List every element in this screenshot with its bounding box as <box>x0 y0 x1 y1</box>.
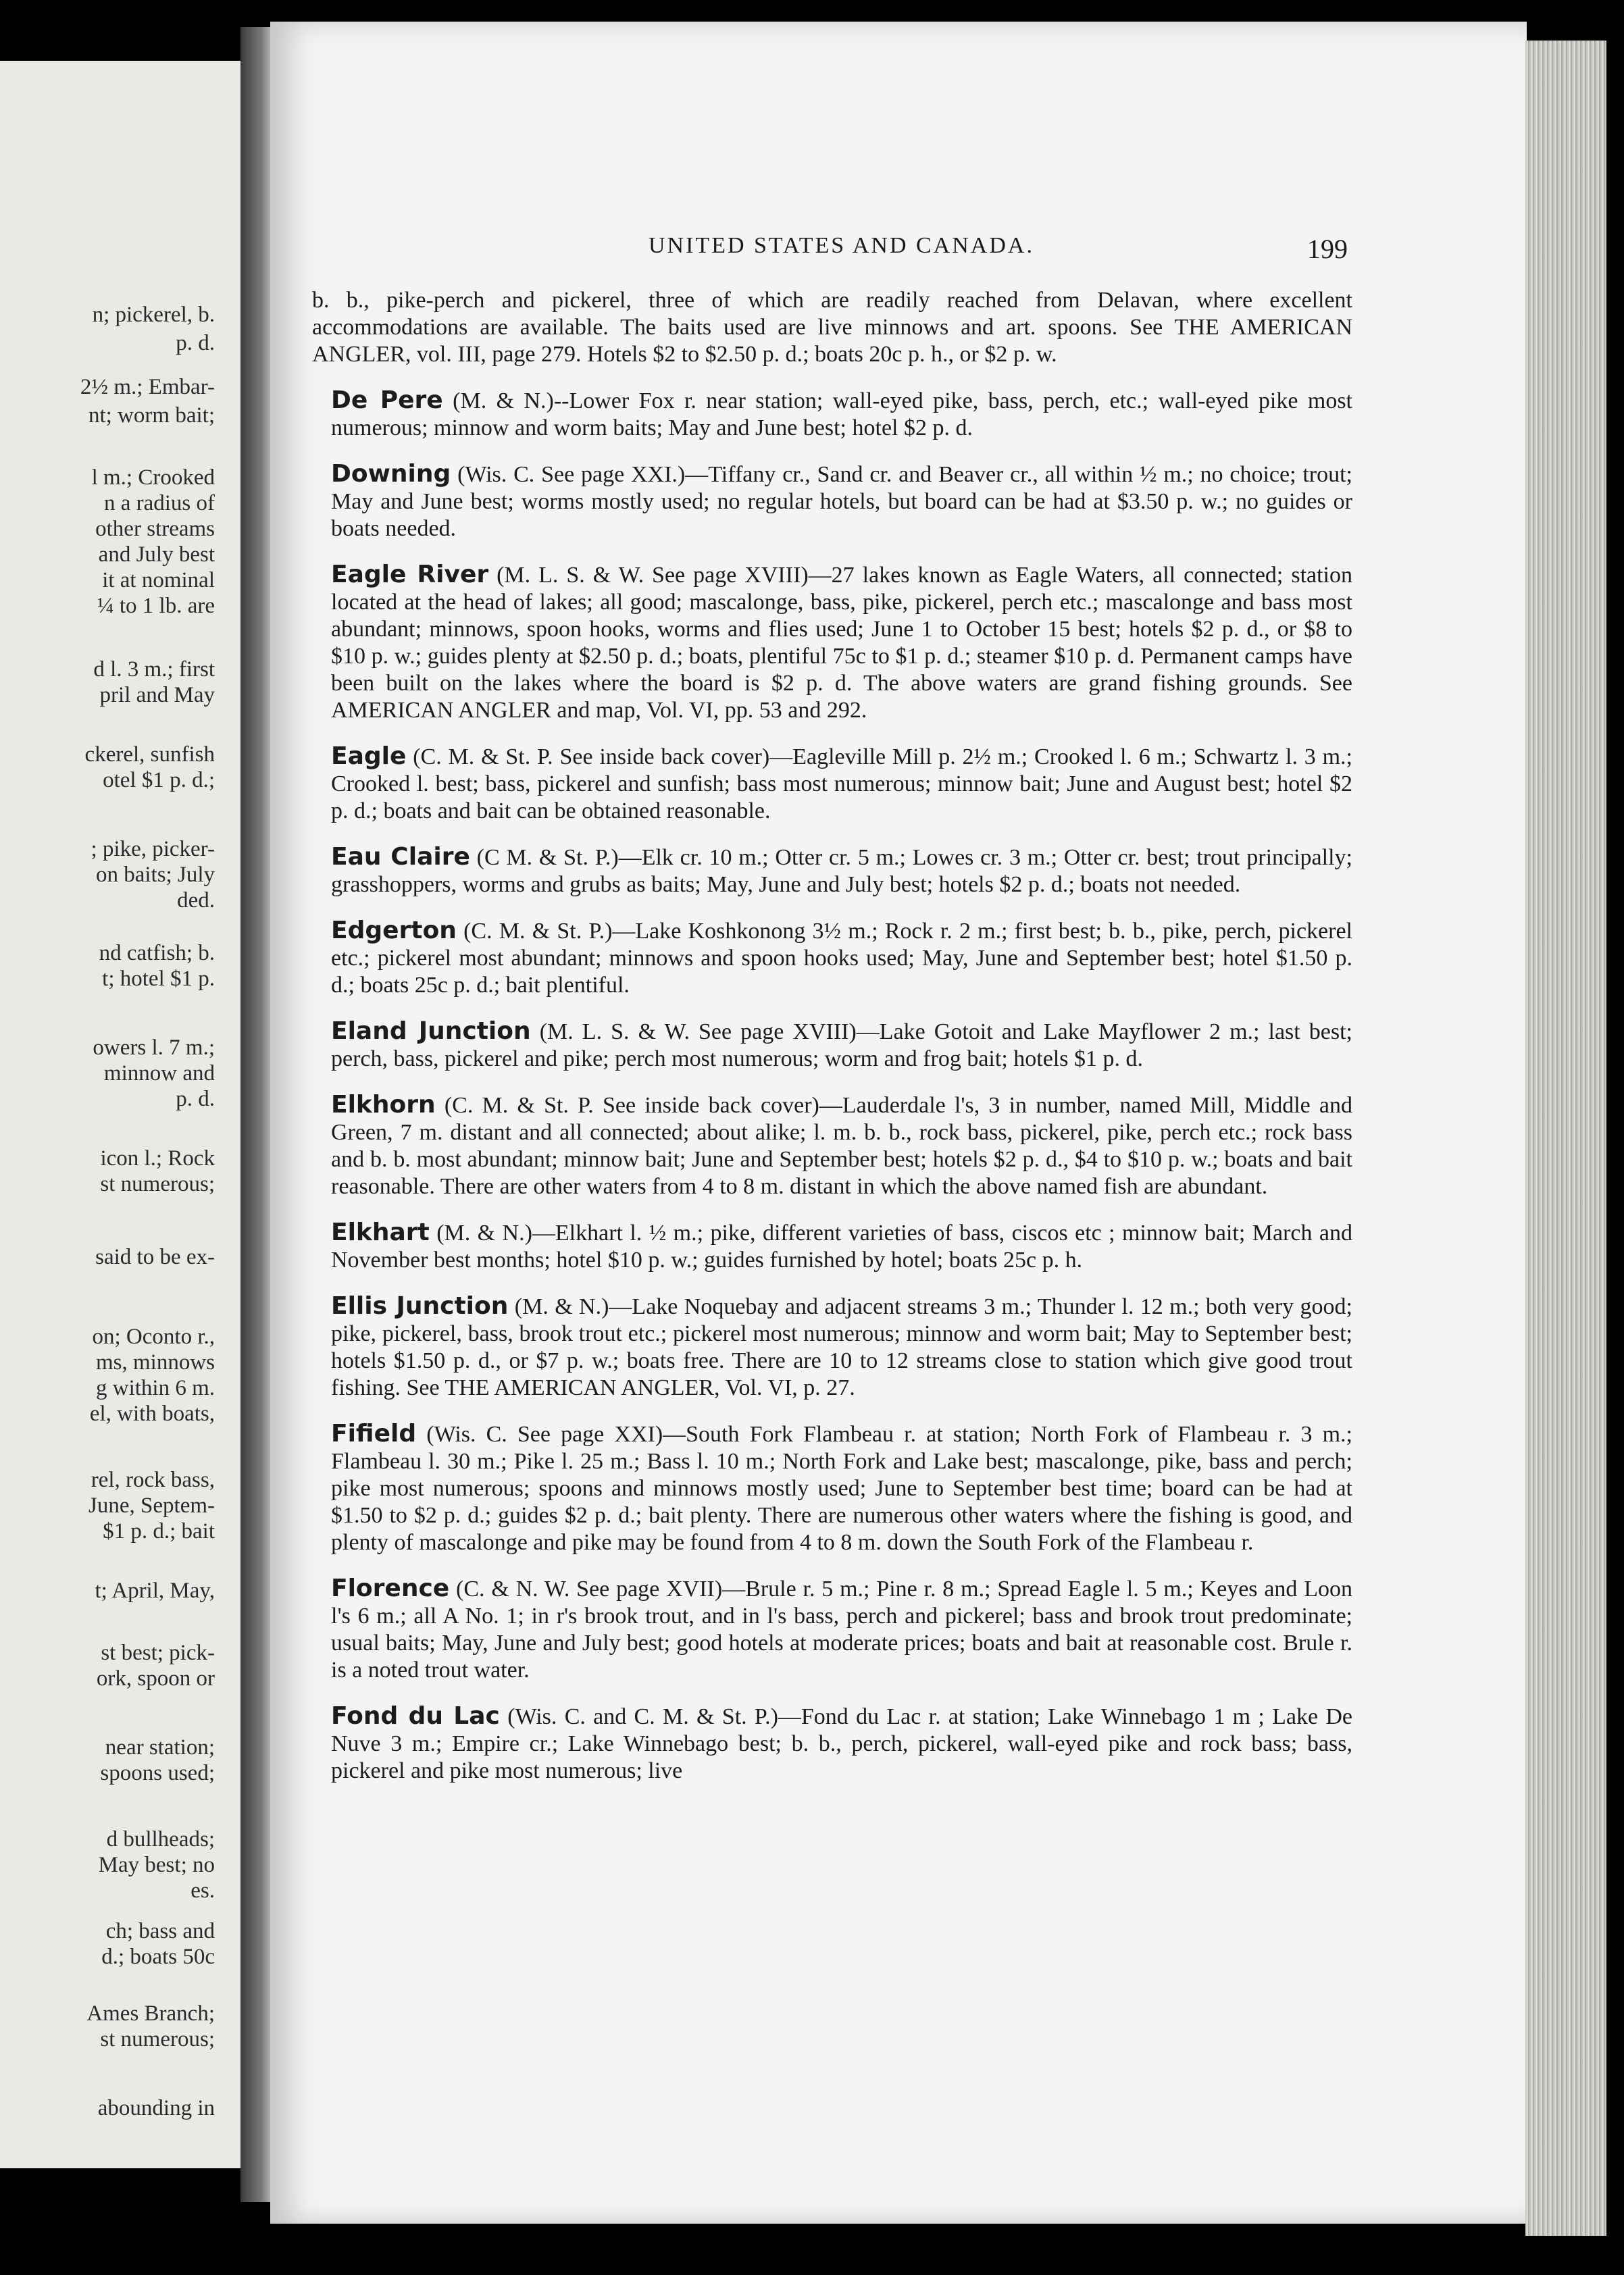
left-line: nd catfish; b. <box>99 941 215 965</box>
entry-text: (Wis. C. See page XXI.)—Tiffany cr., Sand cr. and Beaver cr., all within ½ m.; no choice; trout; May and June best; worms mostly used; no regular hotels, but board can be had at $3.50 p. w.; no guides or boats needed. <box>331 462 1352 541</box>
left-line: near station; <box>105 1735 215 1760</box>
left-line: $1 p. d.; bait <box>103 1519 215 1543</box>
left-line: ; pike, picker- <box>91 837 215 861</box>
left-line: ckerel, sunfish <box>84 742 215 767</box>
left-line: n; pickerel, b. <box>92 303 215 327</box>
left-line: icon l.; Rock <box>100 1146 215 1171</box>
entry-place: Eau Claire <box>331 843 470 871</box>
left-line: st best; pick- <box>101 1641 215 1665</box>
entry-place: Eagle <box>331 742 407 770</box>
left-line: on; Oconto r., <box>92 1325 215 1349</box>
left-line: t; April, May, <box>95 1579 215 1603</box>
left-line: n a radius of <box>103 491 215 515</box>
left-line: said to be ex- <box>95 1245 215 1269</box>
left-line: rel, rock bass, <box>91 1468 215 1492</box>
left-line: el, with boats, <box>89 1402 215 1426</box>
left-line: June, Septem- <box>88 1493 215 1518</box>
left-line: nt; worm bait; <box>88 403 215 428</box>
left-line: g within 6 m. <box>95 1376 215 1400</box>
entry-place: Edgerton <box>331 917 457 944</box>
entry-text: (M. & N.)—Elkhart l. ½ m.; pike, different varieties of bass, ciscos etc ; minnow bait; March and November best months; hotel $10 p. w.; guides furnished by hotel; boats 25c p. h. <box>331 1221 1352 1273</box>
entry-place: Eland Junction <box>331 1017 531 1045</box>
entry-text: (C. M. & St. P. See inside back cover)—Eagleville Mill p. 2½ m.; Crooked l. 6 m.; Schwartz l. 3 m.; Crooked l. best; bass, pickerel and sunfish; bass most numerous; minnow bait; June and August best; hotel $2 p. d.; boats and bait can be obtained reasonable. <box>331 744 1352 823</box>
left-page <box>0 61 245 2168</box>
entry-text: (Wis. C. and C. M. & St. P.)—Fond du Lac r. at station; Lake Winnebago 1 m ; Lake De Nuve 3 m.; Empire cr.; Lake Winnebago best; b. b., perch, pickerel, wall-eyed pike and rock bass; bass, pickerel and pike most numerous; live <box>331 1704 1352 1783</box>
left-line: p. d. <box>176 1087 215 1111</box>
left-line: st numerous; <box>100 2027 215 2051</box>
running-head: UNITED STATES AND CANADA. <box>649 233 1034 258</box>
entry-place: Ellis Junction <box>331 1292 509 1320</box>
entry-text: (Wis. C. See page XXI)—South Fork Flambeau r. at station; North Fork of Flambeau r. 3 m.; Flambeau l. 30 m.; Pike l. 25 m.; Bass l. 10 m.; North Fork and Lake best; mascalonge, pike, bass and perch; pike most numerous; spoons and minnows mostly used; June to September best time; board can be had at $1.50 to $2 p. d.; guides $2 p. d.; bait plenty. There are numerous other waters where the fishing is good, and plenty of mascalonge and pike may be found from 4 to 8 m. down the South Fork of the Flambeau r. <box>331 1422 1353 1555</box>
entry-text: (M. L. S. & W. See page XVIII)—Lake Gotoit and Lake Mayflower 2 m.; last best; perch, bass, pickerel and pike; perch most numerous; worm and frog bait; hotels $1 p. d. <box>331 1019 1353 1071</box>
left-line: pril and May <box>99 683 215 707</box>
entry-place: Downing <box>331 460 451 488</box>
left-line: otel $1 p. d.; <box>103 768 215 792</box>
left-line: on baits; July <box>95 863 215 887</box>
entry-elkhart <box>312 1219 1352 1274</box>
left-line: l m.; Crooked <box>91 465 215 490</box>
left-line: abounding in <box>97 2096 215 2120</box>
entry-place: Fifield <box>331 1420 417 1448</box>
entry-text: (C. M. & St. P. See inside back cover)—Lauderdale l's, 3 in number, named Mill, Middle and Green, 7 m. distant and all connected; about alike; l. m. b. b., rock bass, pickerel, pike, perch etc.; rock bass and b. b. most abundant; minnow bait; June and September best; hotels $2 p. d., $4 to $10 p. w.; boats and bait reasonable. There are other waters from 4 to 8 m. distant in which the above named fish are abundant. <box>331 1093 1353 1199</box>
entry-text: (M. & N.)--Lower Fox r. near station; wall-eyed pike, bass, perch, etc.; wall-eyed pike most numerous; minnow and worm baits; May and June best; hotel $2 p. d. <box>331 388 1353 440</box>
left-line: Ames Branch; <box>86 2001 215 2026</box>
left-line: d.; boats 50c <box>101 1945 215 1969</box>
entry-text: (M. & N.)—Lake Noquebay and adjacent streams 3 m.; Thunder l. 12 m.; both very good; pike, pickerel, bass, brook trout etc.; pickerel most numerous; minnow and worm bait; May to September best; hotels $1.50 p. d., or $7 p. w.; boats free. There are 10 to 12 streams close to station which give good trout fishing. See THE AMERICAN ANGLER, Vol. VI, p. 27. <box>331 1294 1352 1400</box>
entry-text: (C M. & St. P.)—Elk cr. 10 m.; Otter cr. 5 m.; Lowes cr. 3 m.; Otter cr. best; trout principally; grasshoppers, worms and grubs as baits; May, June and July best; hotels $2 p. d.; boats not needed. <box>331 845 1352 897</box>
left-line: ch; bass and <box>105 1919 215 1943</box>
entry-eagle <box>312 743 1352 825</box>
left-line: es. <box>191 1878 215 1903</box>
entry-text: (C. & N. W. See page XVII)—Brule r. 5 m.; Pine r. 8 m.; Spread Eagle l. 5 m.; Keyes and Loon l's 6 m.; all A No. 1; in r's brook trout, and in l's bass, perch and pickerel; bass and brook trout predominate; usual baits; May, June and July best; good hotels at moderate prices; boats and bait at reasonable cost. Brule r. is a noted trout water. <box>331 1577 1353 1683</box>
left-line: ¼ to 1 lb. are <box>97 594 215 618</box>
left-line: other streams <box>95 517 215 541</box>
entry-place: De Pere <box>331 386 443 414</box>
entry-place: Eagle River <box>331 561 489 588</box>
left-line: minnow and <box>103 1061 215 1085</box>
left-line: st numerous; <box>100 1172 215 1196</box>
entry-florence <box>312 1575 1352 1684</box>
left-line: ms, minnows <box>95 1350 215 1375</box>
entry-elkhorn <box>312 1092 1352 1200</box>
left-line: 2½ m.; Embar- <box>80 375 215 399</box>
left-line: owers l. 7 m.; <box>93 1036 215 1060</box>
entry-fifield <box>312 1421 1352 1556</box>
left-line: spoons used; <box>100 1761 215 1785</box>
left-line: p. d. <box>176 331 215 355</box>
entry-edgerton <box>312 917 1352 999</box>
entry-text: (C. M. & St. P.)—Lake Koshkonong 3½ m.; Rock r. 2 m.; first best; b. b., pike, perch, pickerel etc.; pickerel most abundant; minnows and spoon hooks used; May, June and September best; hotel $1.50 p. d.; boats 25c p. d.; bait plentiful. <box>331 919 1353 998</box>
left-line: t; hotel $1 p. <box>102 967 215 991</box>
entry-place: Florence <box>331 1575 450 1602</box>
entry-fond-du-lac <box>312 1703 1352 1785</box>
left-line: ork, spoon or <box>96 1666 215 1691</box>
page-number: 199 <box>1307 234 1348 264</box>
page-body <box>312 287 1352 1804</box>
left-line: May best; no <box>98 1853 215 1877</box>
left-line: d l. 3 m.; first <box>93 657 215 682</box>
left-line: ded. <box>177 888 215 913</box>
left-line: it at nominal <box>102 568 215 592</box>
entry-eau-claire <box>312 844 1352 898</box>
page-edges <box>1525 41 1606 2236</box>
continuation-paragraph: b. b., pike-perch and pickerel, three of which are readily reached from Delavan, where excellent accommodations are available. The baits used are live minnows and art. spoons. See THE AMERICAN ANGLER, vol. III, page 279. Hotels $2 to $2.50 p. d.; boats 20c p. h., or $2 p. w. <box>312 288 1352 367</box>
entry-text: (M. L. S. & W. See page XVIII)—27 lakes known as Eagle Waters, all connected; station located at the head of lakes; all good; mascalonge, bass, pike, pickerel, perch etc.; mascalonge and bass most abundant; minnows, spoon hooks, worms and flies used; June 1 to October 15 best; hotels $2 p. d., or $8 to $10 p. w.; guides plenty at $2.50 p. d.; boats, plentiful 75c to $1 p. d.; steamer $10 p. d. Permanent camps have been built on the lakes where the board is $2 p. d. The above waters are grand fishing grounds. See AMERICAN ANGLER and map, Vol. VI, pp. 53 and 292. <box>331 563 1353 723</box>
entry-eland-junction <box>312 1018 1352 1073</box>
entry-place: Elkhart <box>331 1219 430 1246</box>
left-line: and July best <box>98 542 215 567</box>
entry-ellis-junction <box>312 1293 1352 1402</box>
left-line: d bullheads; <box>106 1827 215 1851</box>
entry-de-pere <box>312 387 1352 442</box>
entry-place: Elkhorn <box>331 1091 436 1119</box>
entry-downing <box>312 461 1352 542</box>
entry-place: Fond du Lac <box>331 1702 500 1730</box>
entry-eagle-river <box>312 561 1352 724</box>
